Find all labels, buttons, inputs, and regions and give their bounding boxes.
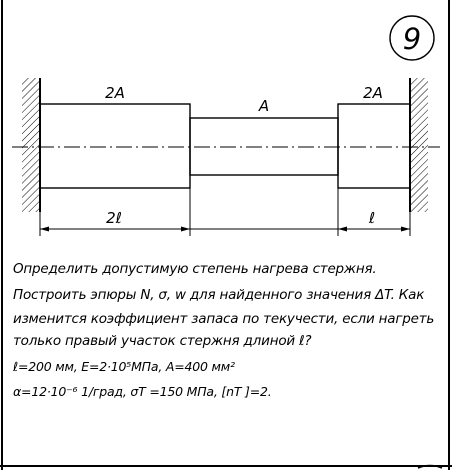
- statement-line-3: изменится коэффициент запаса по текучести, если нагреть: [13, 311, 435, 327]
- right-wall: [410, 78, 428, 212]
- right-rod-section: [338, 104, 410, 188]
- statement-line-4: только правый участок стержня длиной ℓ?: [13, 333, 312, 349]
- right-area-label: 2A: [363, 84, 383, 102]
- left-wall: [22, 78, 40, 212]
- left-length-label: 2ℓ: [106, 209, 122, 227]
- middle-rod-section: [190, 118, 338, 175]
- middle-area-label: A: [258, 97, 270, 115]
- parameters-line-2: α=12·10⁻⁶ 1/град, σT =150 МПа, [nT ]=2.: [13, 384, 272, 399]
- left-rod-section: [40, 104, 190, 188]
- task-number-badge: [390, 16, 434, 60]
- left-area-label: 2A: [105, 84, 125, 102]
- dimension-lines: [40, 188, 410, 236]
- statement-line-2: Построить эпюры N, σ, w для найденного значения ΔT. Как: [13, 287, 425, 303]
- right-length-label: ℓ: [368, 209, 376, 227]
- parameters-line-1: ℓ=200 мм, E=2·10⁵МПа, A=400 мм²: [13, 359, 235, 374]
- task-number: 9: [402, 22, 422, 56]
- statement-line-1: Определить допустимую степень нагрева стержня.: [13, 261, 377, 277]
